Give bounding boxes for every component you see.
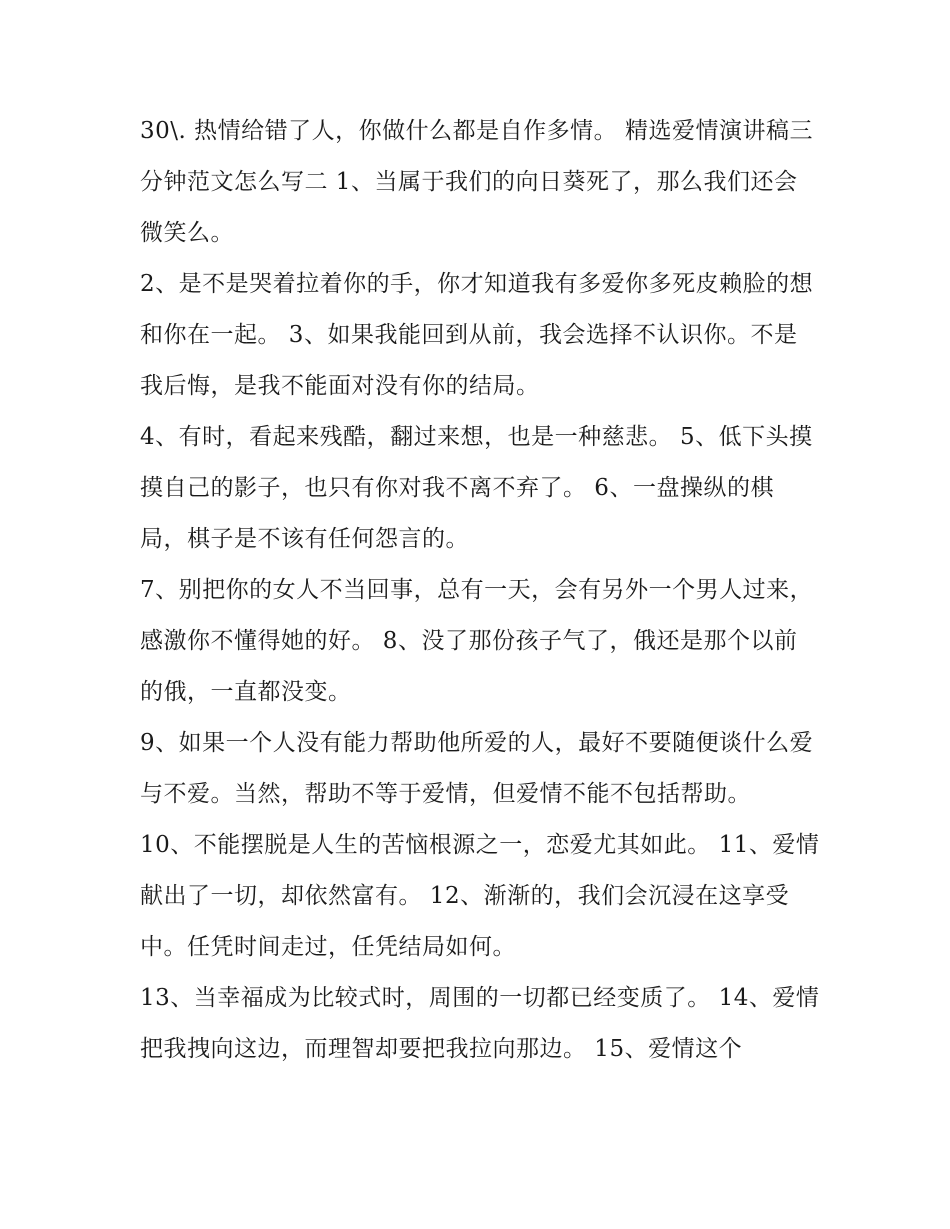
paragraph-3: 4、有时，看起来残酷，翻过来想，也是一种慈悲。 5、低下头摸摸自己的影子，也只有你对我不离不弃了。 6、一盘操纵的棋局，棋子是不该有任何怨言的。 bbox=[140, 424, 813, 552]
paragraph-6: 10、不能摆脱是人生的苦恼根源之一，恋爱尤其如此。 11、爱情献出了一切，却依然富有。 12、渐渐的，我们会沉浸在这享受中。任凭时间走过，任凭结局如何。 bbox=[140, 832, 820, 960]
document-body bbox=[140, 106, 820, 1075]
paragraph-7: 13、当幸福成为比较式时，周围的一切都已经变质了。 14、爱情把我拽向这边，而理智却要把我拉向那边。 15、爱情这个 bbox=[140, 985, 820, 1062]
paragraph-5: 9、如果一个人没有能力帮助他所爱的人，最好不要随便谈什么爱与不爱。当然，帮助不等于爱情，但爱情不能不包括帮助。 bbox=[140, 730, 814, 807]
paragraph-4: 7、别把你的女人不当回事，总有一天，会有另外一个男人过来，感激你不懂得她的好。 8、没了那份孩子气了，俄还是那个以前的俄，一直都没变。 bbox=[140, 577, 814, 705]
paragraph-1: 30\. 热情给错了人，你做什么都是自作多情。 精选爱情演讲稿三分钟范文怎么写二 1、当属于我们的向日葵死了，那么我们还会微笑么。 bbox=[140, 118, 813, 246]
paragraph-2: 2、是不是哭着拉着你的手，你才知道我有多爱你多死皮赖脸的想和你在一起。 3、如果我能回到从前，我会选择不认识你。不是我后悔，是我不能面对没有你的结局。 bbox=[140, 271, 814, 399]
